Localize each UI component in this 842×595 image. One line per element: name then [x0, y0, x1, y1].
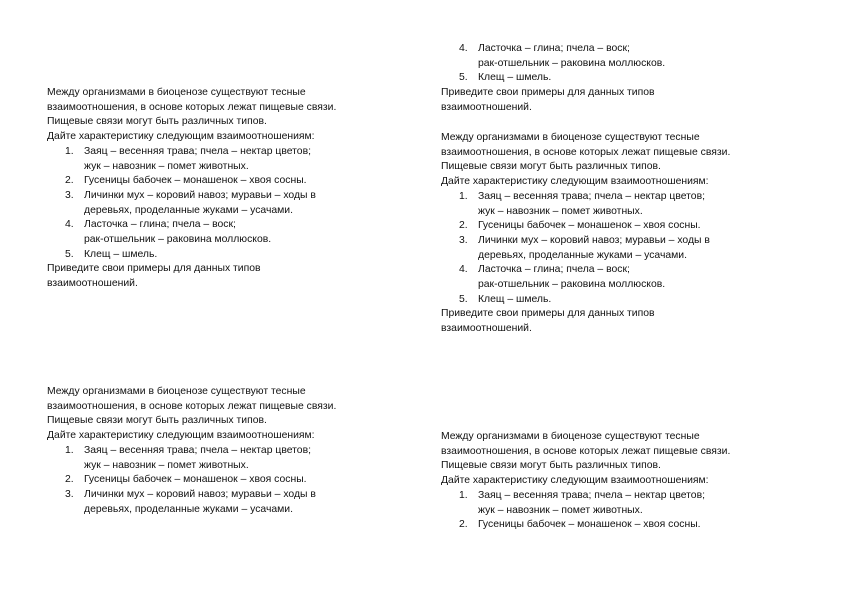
task-outro-line: взаимоотношений. [47, 278, 138, 290]
item-text: Ласточка – глина; пчела – воск; [478, 264, 630, 276]
intro-line: Дайте характеристику следующим взаимоотношениям: [47, 131, 315, 143]
intro-line: взаимоотношения, в основе которых лежат пищевые связи. [47, 101, 337, 113]
item-text: Заяц – весенняя трава; пчела – нектар цветов; [478, 489, 705, 501]
list-item [441, 263, 811, 278]
item-continuation: жук – навозник – помет животных. [84, 160, 249, 172]
item-continuation: деревьях, проделанные жуками – усачами. [84, 503, 293, 515]
item-text: Гусеницы бабочек – монашенок – хвоя сосны. [84, 474, 307, 486]
item-number: 2. [65, 175, 74, 187]
item-number: 4. [459, 264, 468, 276]
list-item [47, 473, 417, 488]
item-text: Гусеницы бабочек – монашенок – хвоя сосны. [478, 220, 701, 232]
list-item [441, 234, 811, 249]
intro-line: Между организмами в биоценозе существуют тесные [47, 87, 306, 98]
item-number: 1. [65, 444, 74, 456]
list-item [47, 488, 417, 503]
item-text: Личинки мух – коровий навоз; муравьи – ходы в [478, 234, 710, 246]
item-continuation: жук – навозник – помет животных. [478, 205, 643, 217]
item-continuation: рак-отшельник – раковина моллюсков. [478, 279, 666, 291]
intro-line: Дайте характеристику следующим взаимоотношениям: [47, 430, 315, 442]
item-text: Гусеницы бабочек – монашенок – хвоя сосны. [84, 175, 307, 187]
item-text: Личинки мух – коровий навоз; муравьи – ходы в [84, 488, 316, 500]
intro-line: Дайте характеристику следующим взаимоотношениям: [441, 176, 709, 188]
item-number: 2. [65, 474, 74, 486]
item-number: 1. [459, 190, 468, 202]
list-item [441, 489, 811, 504]
item-number: 4. [65, 219, 74, 231]
list-item [441, 71, 811, 86]
item-number: 1. [459, 489, 468, 501]
intro-line: взаимоотношения, в основе которых лежат пищевые связи. [441, 445, 731, 457]
item-continuation: жук – навозник – помет животных. [84, 459, 249, 471]
item-number: 3. [65, 189, 74, 201]
item-text: Ласточка – глина; пчела – воск; [478, 43, 630, 54]
item-text: Гусеницы бабочек – монашенок – хвоя сосны. [478, 519, 701, 531]
intro-line: взаимоотношения, в основе которых лежат пищевые связи. [441, 146, 731, 158]
item-continuation: рак-отшельник – раковина моллюсков. [84, 234, 272, 246]
item-continuation: деревьях, проделанные жуками – усачами. [478, 249, 687, 261]
item-number: 2. [459, 519, 468, 531]
item-number: 5. [459, 72, 468, 84]
list-item [47, 145, 417, 160]
list-item [441, 219, 811, 234]
intro-line: Между организмами в биоценозе существуют тесные [47, 386, 306, 397]
list-item [47, 218, 417, 233]
item-text: Заяц – весенняя трава; пчела – нектар цветов; [84, 444, 311, 456]
item-number: 3. [459, 234, 468, 246]
task-outro-line: Приведите свои примеры для данных типов [441, 87, 655, 99]
item-number: 3. [65, 488, 74, 500]
item-text: Заяц – весенняя трава; пчела – нектар цветов; [84, 145, 311, 157]
item-text: Клещ – шмель. [478, 293, 552, 305]
list-item [47, 444, 417, 459]
task-outro-line: взаимоотношений. [441, 323, 532, 335]
task-outro-line: взаимоотношений. [441, 101, 532, 113]
list-item [441, 518, 811, 533]
item-text: Ласточка – глина; пчела – воск; [84, 219, 236, 231]
intro-line: Между организмами в биоценозе существуют тесные [441, 132, 700, 143]
item-text: Клещ – шмель. [478, 72, 552, 84]
list-item [441, 190, 811, 205]
item-continuation: жук – навозник – помет животных. [478, 504, 643, 516]
item-number: 5. [459, 293, 468, 305]
item-text: Клещ – шмель. [84, 248, 158, 260]
intro-line: Пищевые связи могут быть различных типов. [47, 116, 267, 128]
list-item [441, 293, 811, 308]
list-item [47, 189, 417, 204]
intro-line: взаимоотношения, в основе которых лежат пищевые связи. [47, 400, 337, 412]
list-item [47, 248, 417, 263]
worksheet-block-bottom-left [47, 385, 417, 517]
worksheet-block-middle-right [441, 131, 811, 337]
item-text: Заяц – весенняя трава; пчела – нектар цветов; [478, 190, 705, 202]
item-continuation: деревьях, проделанные жуками – усачами. [84, 204, 293, 216]
item-number: 1. [65, 145, 74, 157]
item-number: 2. [459, 220, 468, 232]
task-outro-line: Приведите свои примеры для данных типов [47, 263, 261, 275]
list-item [47, 174, 417, 189]
intro-line: Дайте характеристику следующим взаимоотношениям: [441, 475, 709, 487]
item-continuation: рак-отшельник – раковина моллюсков. [478, 57, 666, 69]
worksheet-block-top-right [441, 42, 811, 116]
item-number: 5. [65, 248, 74, 260]
intro-line: Между организмами в биоценозе существуют тесные [441, 431, 700, 442]
worksheet-block-top-left [47, 86, 417, 292]
task-outro-line: Приведите свои примеры для данных типов [441, 308, 655, 320]
list-item [441, 42, 811, 57]
intro-line: Пищевые связи могут быть различных типов. [441, 460, 661, 472]
item-text: Личинки мух – коровий навоз; муравьи – ходы в [84, 189, 316, 201]
item-number: 4. [459, 43, 468, 54]
worksheet-block-bottom-right [441, 430, 811, 533]
intro-line: Пищевые связи могут быть различных типов. [441, 161, 661, 173]
intro-line: Пищевые связи могут быть различных типов. [47, 415, 267, 427]
